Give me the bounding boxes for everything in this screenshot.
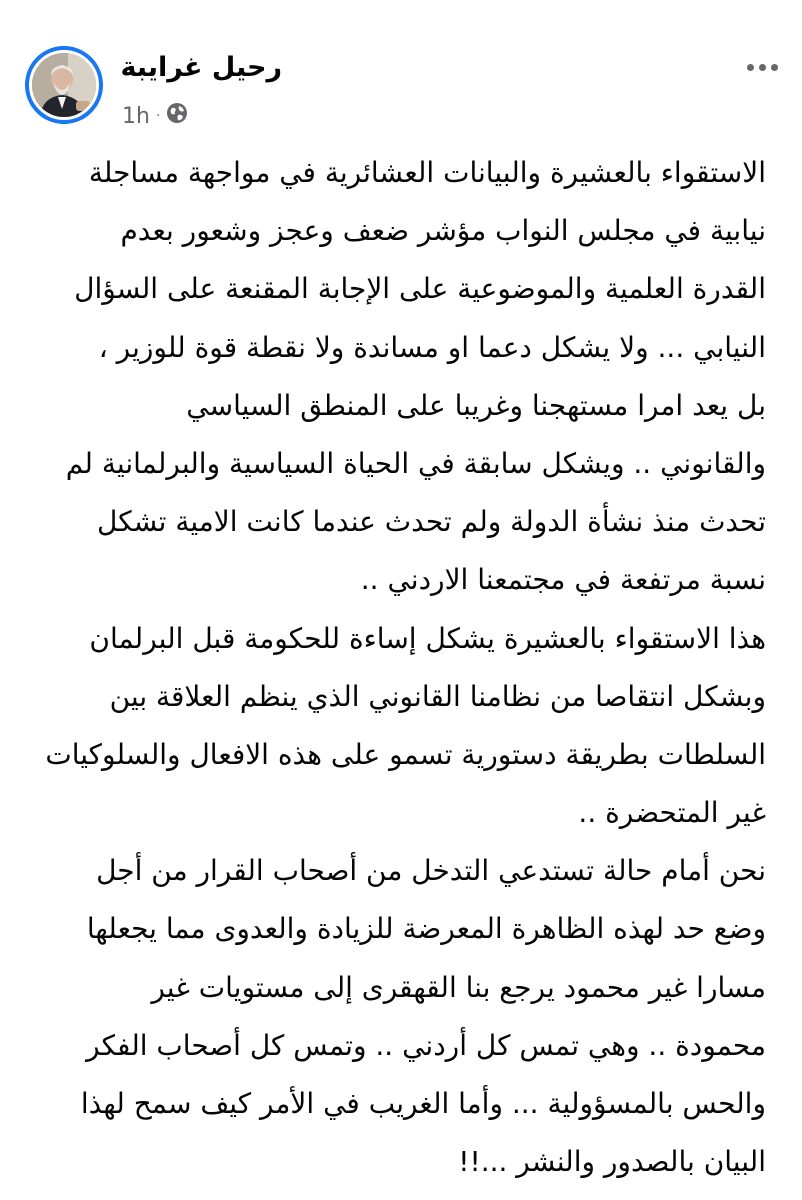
globe-icon[interactable]: [166, 102, 188, 130]
post-text-line: تحدث منذ نشأة الدولة ولم تحدث عندما كانت الامية تشكل: [96, 505, 766, 539]
post-text-line: وضع حد لهذه الظاهرة المعرضة للزيادة والعدوى مما يجعلها: [86, 912, 766, 946]
post-text-line: نحن أمام حالة تستدعي التدخل من أصحاب القرار من أجل: [96, 854, 766, 888]
person-icon: [32, 53, 96, 117]
more-options-button[interactable]: [738, 52, 786, 82]
post-text-line: النيابي ... ولا يشكل دعما او مساندة ولا نقطة قوة للوزير ،: [98, 330, 766, 364]
post-text-line: والقانوني .. ويشكل سابقة في الحياة السياسية والبرلمانية لم: [65, 446, 766, 480]
post-timestamp[interactable]: 1h: [122, 103, 150, 129]
more-horizontal-icon-dot: [771, 64, 778, 71]
post-header: [0, 38, 802, 138]
post-text-line: السلطات بطريقة دستورية تسمو على هذه الافعال والسلوكيات: [45, 737, 766, 771]
post-text-line: والحس بالمسؤولية ... وأما الغريب في الأمر كيف سمح لهذا: [80, 1087, 766, 1120]
post-text-line: الاستقواء بالعشيرة والبيانات العشائرية في مواجهة مساجلة: [88, 156, 766, 189]
post-text-line: نيابية في مجلس النواب مؤشر ضعف وعجز وشعور بعدم: [120, 214, 766, 248]
post-text-line: وبشكل انتقاصا من نظامنا القانوني الذي ينظم العلاقة بين: [109, 679, 766, 713]
avatar[interactable]: [25, 46, 103, 124]
post-text-line: مسارا غير محمود يرجع بنا القهقرى إلى مستويات غير: [151, 970, 766, 1004]
post-text-line: نسبة مرتفعة في مجتمعنا الاردني ..: [360, 563, 766, 597]
post-text: [0, 144, 802, 1191]
post-text-line: البيان بالصدور والنشر ...!!: [458, 1145, 766, 1179]
post-text-line: بل يعد امرا مستهجنا وغريبا على المنطق السياسي: [186, 388, 766, 422]
profile-photo: [32, 53, 96, 117]
more-horizontal-icon-dot: [759, 64, 766, 71]
more-horizontal-icon: [747, 64, 754, 71]
author-name[interactable]: رحيل غرايبة: [120, 52, 282, 83]
post-text-line: القدرة العلمية والموضوعية على الإجابة المقنعة على السؤال: [74, 272, 766, 306]
post-text-line: غير المتحضرة ..: [578, 796, 766, 830]
post-text-line: محمودة .. وهي تمس كل أردني .. وتمس كل أصحاب الفكر: [86, 1028, 766, 1062]
post-text-line: هذا الاستقواء بالعشيرة يشكل إساءة للحكومة قبل البرلمان: [89, 621, 766, 655]
post-meta: [122, 100, 188, 132]
meta-separator: ·: [155, 108, 161, 124]
